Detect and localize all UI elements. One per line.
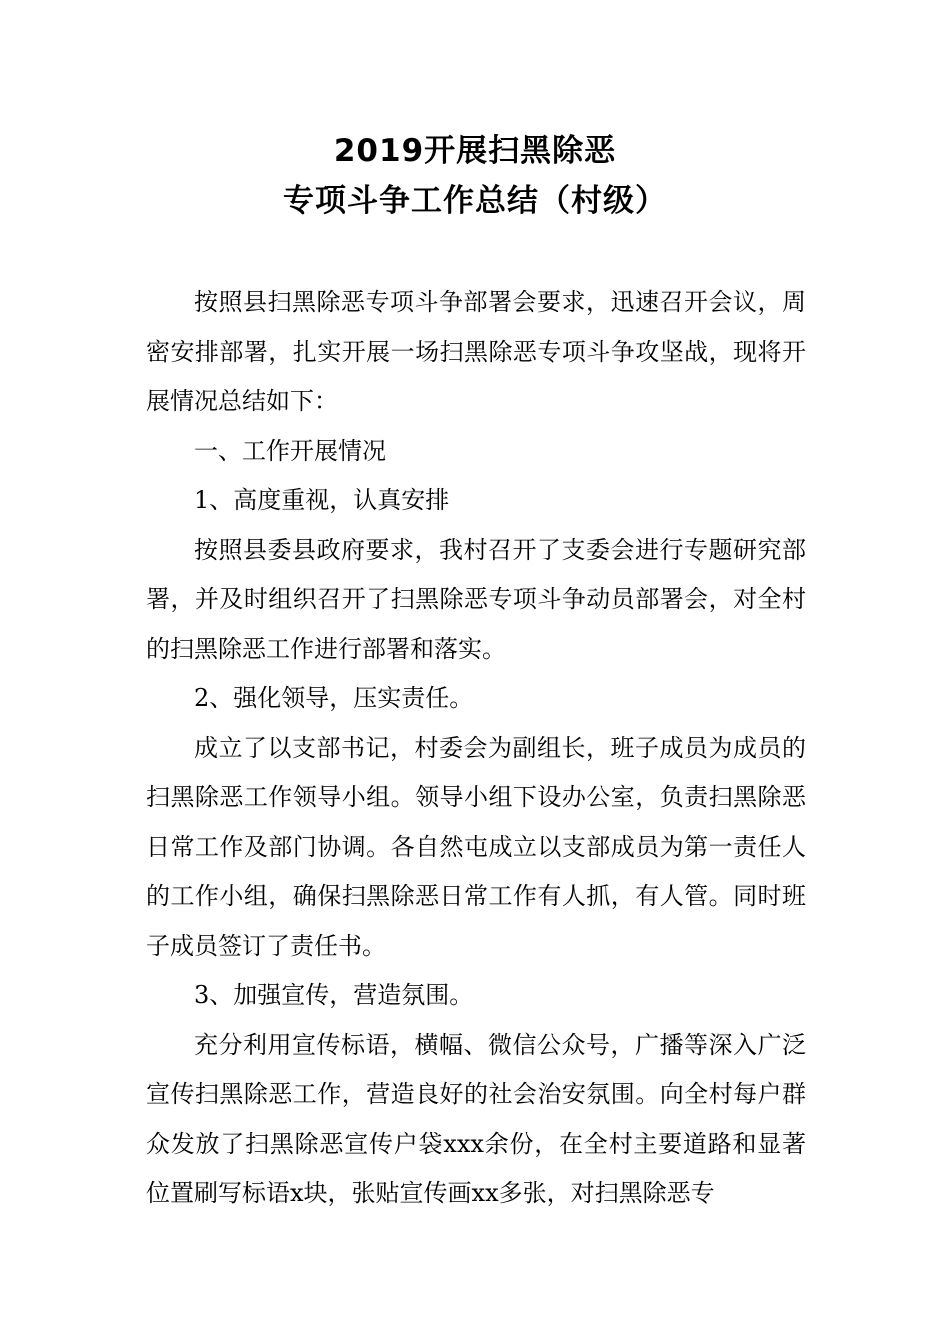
- item-paragraph-1: 按照县委县政府要求，我村召开了支委会进行专题研究部署，并及时组织召开了扫黑除恶专项斗争动员部署会，对全村的扫黑除恶工作进行部署和落实。: [146, 535, 806, 663]
- section-heading-1: 一、工作开展情况: [194, 436, 386, 465]
- document-title: [0, 126, 950, 226]
- item-paragraph-3: 充分利用宣传标语，横幅、微信公众号，广播等深入广泛宣传扫黑除恶工作，营造良好的社会治安氛围。向全村每户群众发放了扫黑除恶宣传户袋xxx余份，在全村主要道路和显著位置刷写标语x块，张贴宣传画xx多张，对扫黑除恶专: [146, 1030, 806, 1207]
- item-heading-3: 3、加强宣传，营造氛围。: [194, 981, 474, 1009]
- item-heading-1: 1、高度重视，认真安排: [194, 486, 450, 514]
- item-paragraph-2: 成立了以支部书记，村委会为副组长，班子成员为成员的扫黑除恶工作领导小组。领导小组下设办公室，负责扫黑除恶日常工作及部门协调。各自然屯成立以支部成员为第一责任人的工作小组，确保扫黑除恶日常工作有人抓，有人管。同时班子成员签订了责任书。: [146, 733, 806, 960]
- document-body: [146, 278, 806, 1219]
- title-line-1: 2019开展扫黑除恶: [333, 133, 617, 169]
- intro-paragraph: 按照县扫黑除恶专项斗争部署会要求，迅速召开会议，周密安排部署，扎实开展一场扫黑除恶专项斗争攻坚战，现将开展情况总结如下：: [146, 288, 806, 415]
- item-heading-2: 2、强化领导，压实责任。: [194, 684, 474, 712]
- title-line-2: 专项斗争工作总结（村级）: [283, 183, 667, 219]
